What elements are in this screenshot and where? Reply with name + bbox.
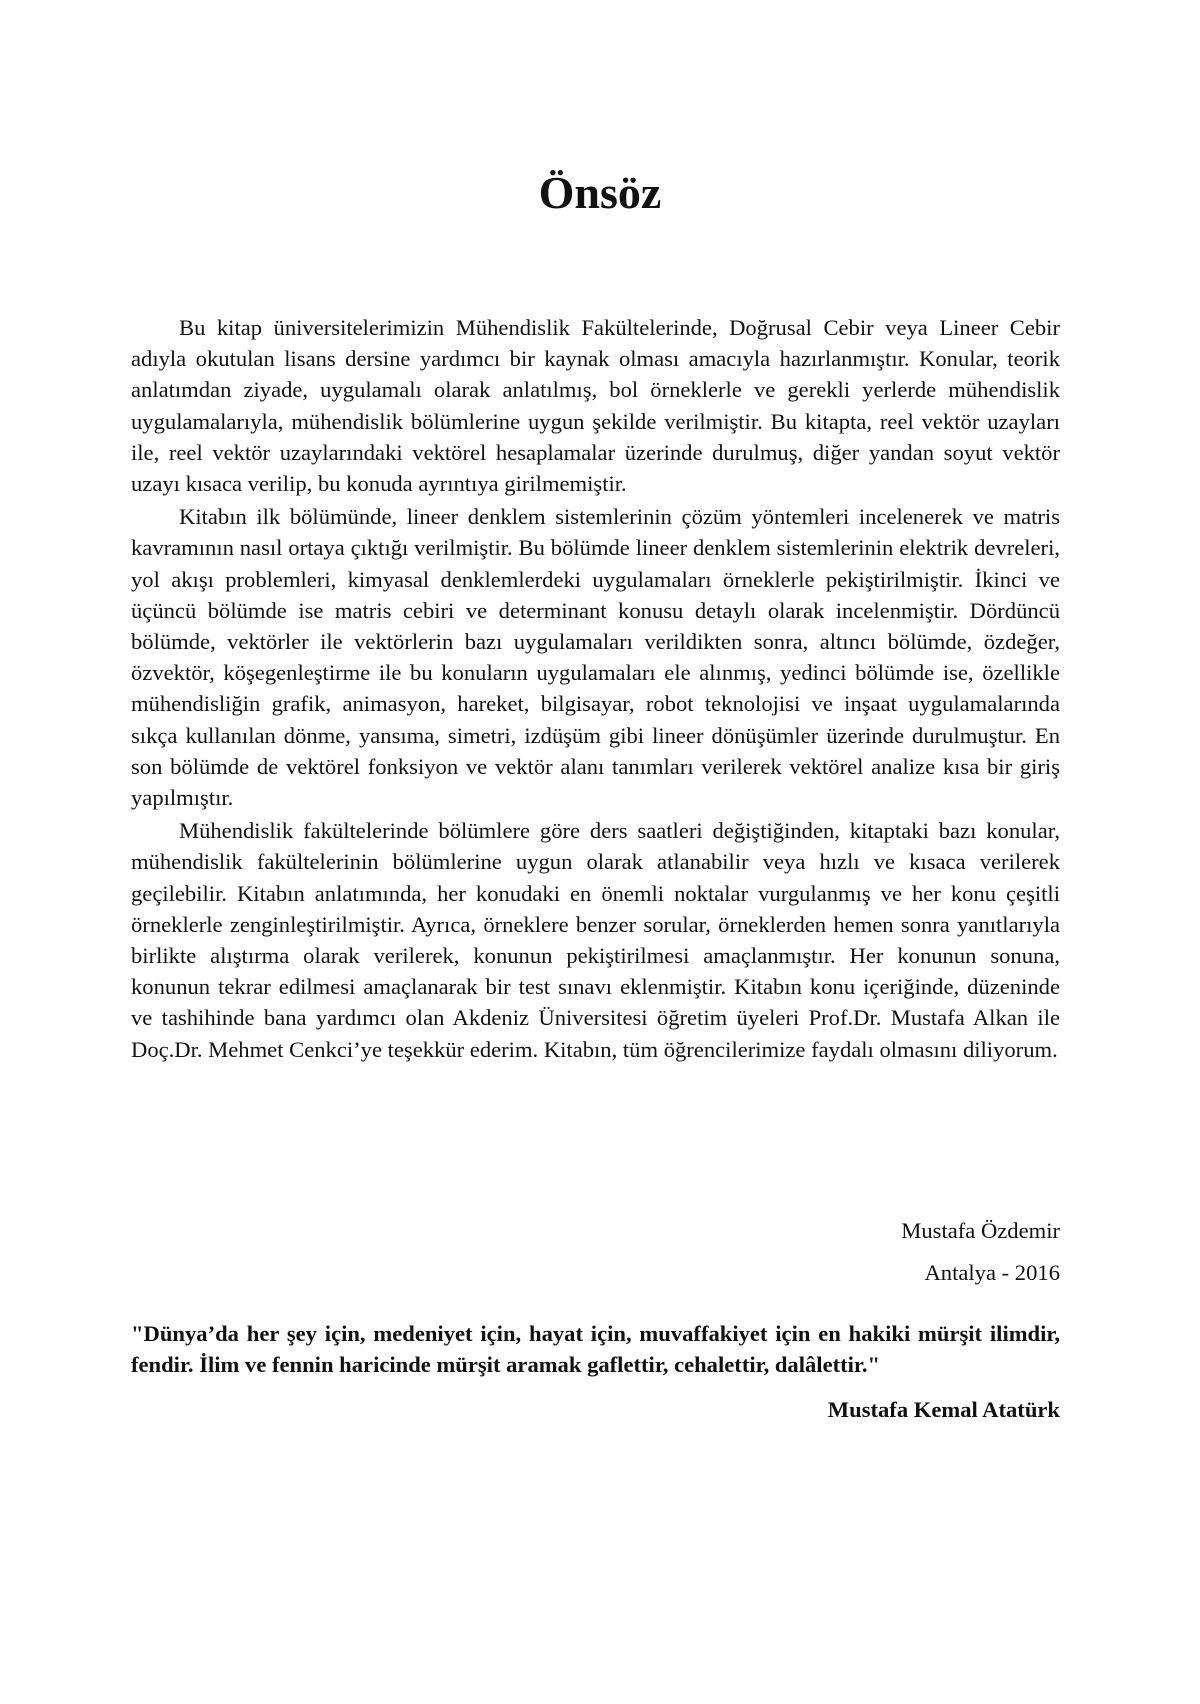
signature-block <box>131 1210 1060 1294</box>
paragraph-2: Kitabın ilk bölümünde, lineer denklem sistemlerinin çözüm yöntemleri incelenerek ve matris kavramının nasıl ortaya çıktığı verilmiştir. Bu bölümde lineer denklem sistemlerinin elektrik devreleri, yol akışı problemleri, kimyasal denklemlerdeki uygulamaları örneklerle pekiştirilmiştir. İkinci ve üçüncü bölümde ise matris cebiri ve determinant konusu detaylı olarak incelenmiştir. Dördüncü bölümde, vektörler ile vektörlerin bazı uygulamaları verildikten sonra, altıncı bölümde, özdeğer, özvektör, köşegenleştirme ile bu konuların uygulamaları ele alınmış, yedinci bölümde ise, özellikle mühendisliğin grafik, animasyon, hareket, bilgisayar, robot teknolojisi ve inşaat uygulamalarında sıkça kullanılan dönme, yansıma, simetri, izdüşüm gibi lineer dönüşümler üzerinde durulmuştur. En son bölümde de vektörel fonksiyon ve vektör alanı tanımları verilerek vektörel analize kısa bir giriş yapılmıştır. <box>131 504 1060 811</box>
preface-body <box>131 312 1060 1067</box>
signature-author: Mustafa Özdemir <box>901 1218 1060 1243</box>
quote-author: Mustafa Kemal Atatürk <box>827 1397 1060 1423</box>
paragraph-3: Mühendislik fakültelerinde bölümlere göre ders saatleri değiştiğinden, kitaptaki bazı konular, mühendislik fakültelerinin bölümlerine uygun olarak atlanabilir veya hızlı ve kısaca verilerek geçilebilir. Kitabın anlatımında, her konudaki en önemli noktalar vurgulanmış ve her konu çeşitli örneklerle zenginleştirilmiştir. Ayrıca, örneklere benzer sorular, örneklerden hemen sonra yanıtlarıyla birlikte alıştırma olarak verilerek, konunun pekiştirilmesi amaçlanmıştır. Her konunun sonuna, konunun tekrar edilmesi amaçlanarak bir test sınavı eklenmiştir. Kitabın konu içeriğinde, düzeninde ve tashihinde bana yardımcı olan Akdeniz Üniversitesi öğretim üyeleri Prof.Dr. Mustafa Alkan ile Doç.Dr. Mehmet Cenkci’ye teşekkür ederim. Kitabın, tüm öğrencilerimize faydalı olmasını diliyorum. <box>131 818 1060 1062</box>
paragraph-1: Bu kitap üniversitelerimizin Mühendislik Fakültelerinde, Doğrusal Cebir veya Lineer Cebir adıyla okutulan lisans dersine yardımcı bir kaynak olması amacıyla hazırlanmıştır. Konular, teorik anlatımdan ziyade, uygulamalı olarak anlatılmış, bol örneklerle ve gerekli yerlerde mühendislik uygulamalarıyla, mühendislik bölümlerine uygun şekilde verilmiştir. Bu kitapta, reel vektör uzayları ile, reel vektör uzaylarındaki vektörel hesaplamalar üzerinde durulmuş, diğer yandan soyut vektör uzayı kısaca verilip, bu konuda ayrıntıya girilmemiştir. <box>131 315 1060 497</box>
quote-text: "Dünya’da her şey için, medeniyet için, hayat için, muvaffakiyet için en hakiki mürşit ilimdir, fendir. İlim ve fennin haricinde mürşit aramak gaflettir, cehalettir, dalâlettir." <box>131 1321 1060 1378</box>
quote-block <box>131 1318 1060 1426</box>
page-title: Önsöz <box>538 167 662 218</box>
signature-place-date: Antalya - 2016 <box>924 1260 1060 1285</box>
